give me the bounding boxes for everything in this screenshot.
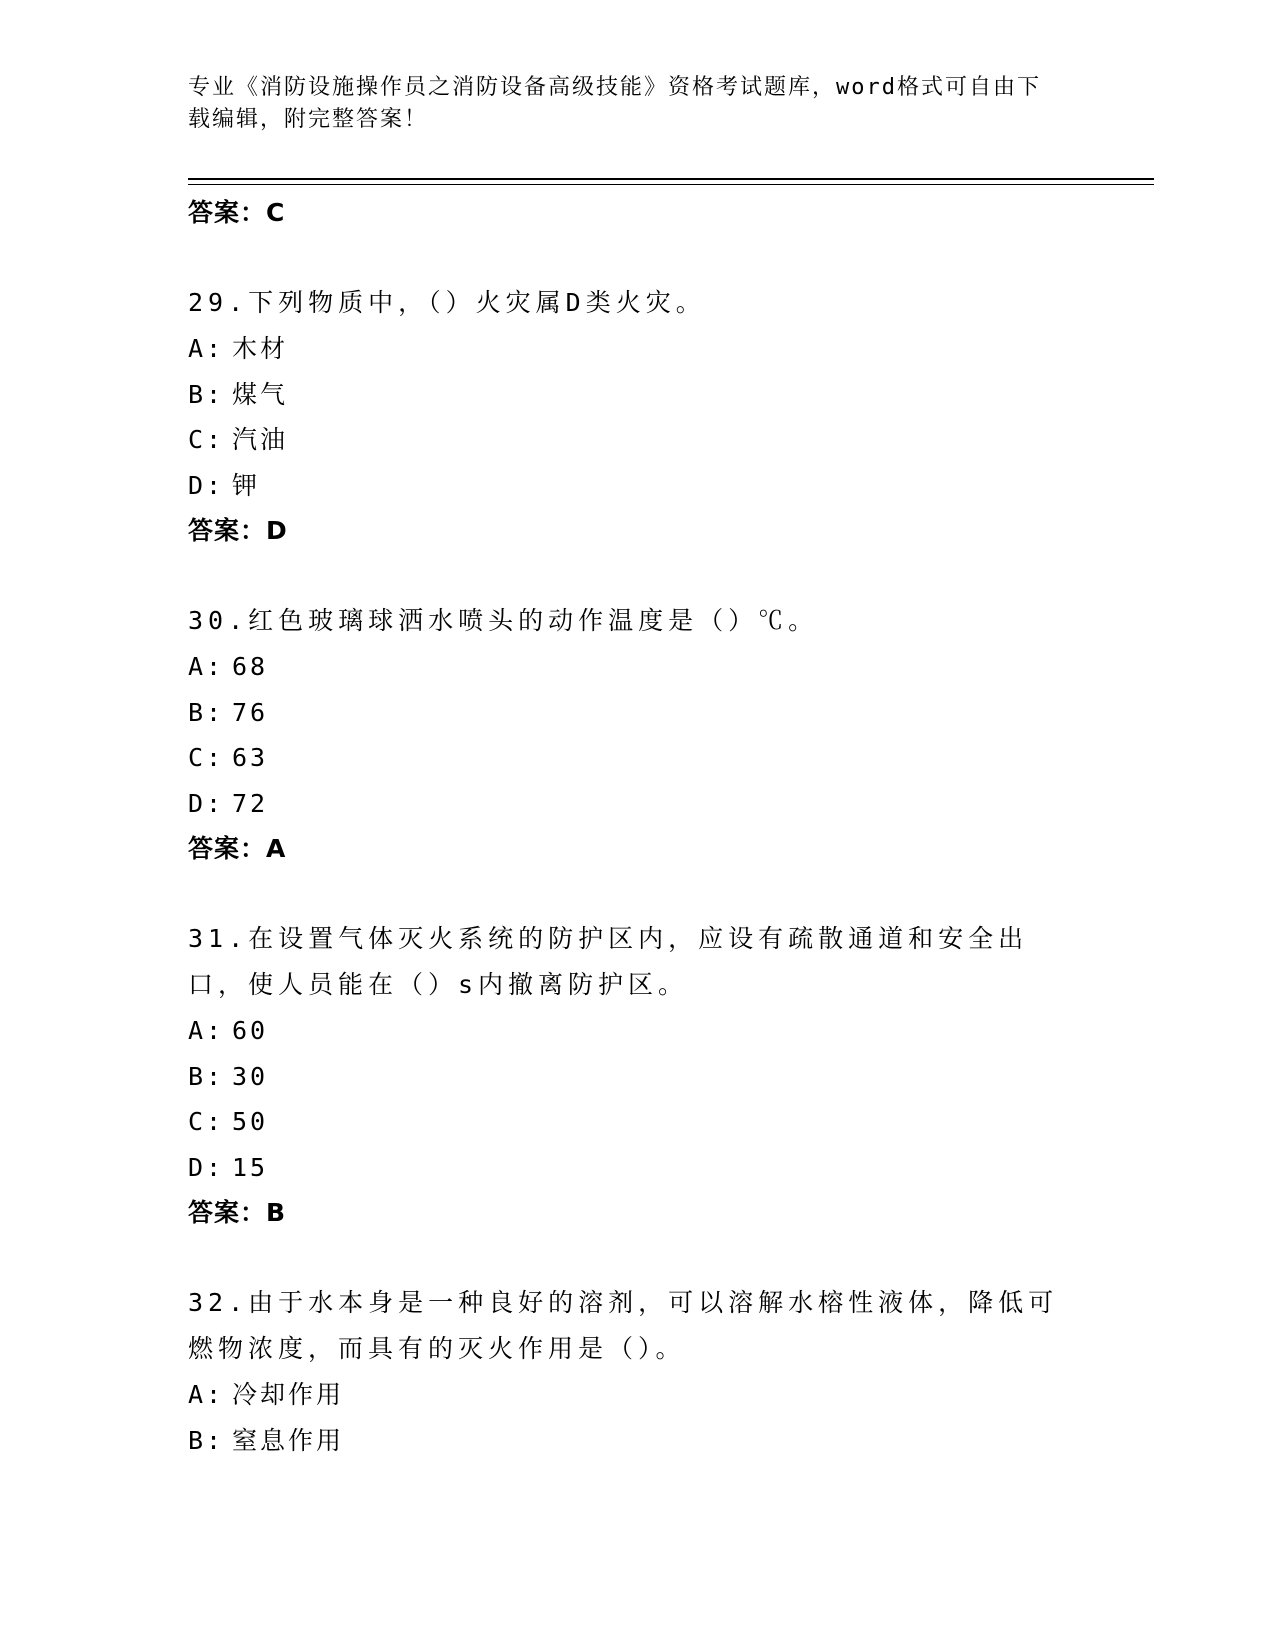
option-c — [188, 735, 1088, 781]
option-text: 63 — [232, 743, 269, 772]
option-d — [188, 1145, 1088, 1191]
option-b — [188, 690, 1088, 736]
option-key: D: — [188, 1152, 225, 1182]
answer-line: 答案：A — [188, 834, 287, 863]
option-c — [188, 417, 1088, 463]
option-text: 窒息作用 — [232, 1425, 345, 1455]
option-text: 煤气 — [232, 379, 289, 409]
option-text: 钾 — [232, 470, 261, 500]
option-key: B: — [188, 697, 225, 727]
header-rule-thick — [188, 178, 1154, 180]
question-block — [188, 280, 1088, 554]
option-d — [188, 463, 1088, 509]
option-a — [188, 644, 1088, 690]
option-text: 木材 — [232, 334, 289, 363]
option-key: A: — [188, 1380, 225, 1409]
header-line-1: 专业《消防设施操作员之消防设备高级技能》资格考试题库，word格式可自由下 — [188, 75, 1041, 100]
option-b — [188, 1418, 1088, 1464]
document-header — [188, 72, 1088, 136]
option-key: C: — [188, 425, 225, 454]
option-b — [188, 1054, 1088, 1100]
question-text: 32.由于水本身是一种良好的溶剂，可以溶解水榕性液体，降低可燃物浓度，而具有的灭火作用是（）。 — [188, 1288, 1059, 1363]
option-key: B: — [188, 379, 225, 409]
option-key: C: — [188, 743, 225, 772]
answer-line: 答案：B — [188, 1198, 287, 1227]
option-a — [188, 1372, 1088, 1418]
option-a — [188, 326, 1088, 372]
answer-line: 答案：D — [188, 516, 288, 545]
option-text: 汽油 — [232, 425, 289, 454]
question-text: 29.下列物质中，（）火灾属D类火灾。 — [188, 288, 706, 317]
option-key: B: — [188, 1061, 225, 1091]
option-text: 76 — [232, 697, 269, 727]
question-block — [188, 598, 1088, 872]
option-key: A: — [188, 1016, 225, 1045]
option-text: 72 — [232, 788, 269, 818]
question-list — [188, 190, 1088, 1463]
option-key: D: — [188, 788, 225, 818]
question-text: 31.在设置气体灭火系统的防护区内，应设有疏散通道和安全出口，使人员能在（）s内撤离防护区。 — [188, 924, 1029, 999]
option-d — [188, 781, 1088, 827]
option-text: 68 — [232, 652, 269, 681]
question-text: 30.红色玻璃球洒水喷头的动作温度是（）℃。 — [188, 606, 819, 635]
question-block — [188, 916, 1088, 1236]
option-b — [188, 372, 1088, 418]
option-key: C: — [188, 1107, 225, 1136]
option-text: 15 — [232, 1152, 269, 1182]
option-c — [188, 1099, 1088, 1145]
option-text: 60 — [232, 1016, 269, 1045]
header-rule-thin — [188, 184, 1154, 185]
option-key: B: — [188, 1425, 225, 1455]
answer-line: 答案：C — [188, 198, 286, 227]
header-line-2: 载编辑，附完整答案！ — [188, 107, 429, 132]
option-text: 50 — [232, 1107, 269, 1136]
option-key: A: — [188, 334, 225, 363]
option-key: D: — [188, 470, 225, 500]
question-block — [188, 1280, 1088, 1463]
option-key: A: — [188, 652, 225, 681]
option-text: 30 — [232, 1061, 269, 1091]
option-a — [188, 1008, 1088, 1054]
option-text: 冷却作用 — [232, 1380, 345, 1409]
